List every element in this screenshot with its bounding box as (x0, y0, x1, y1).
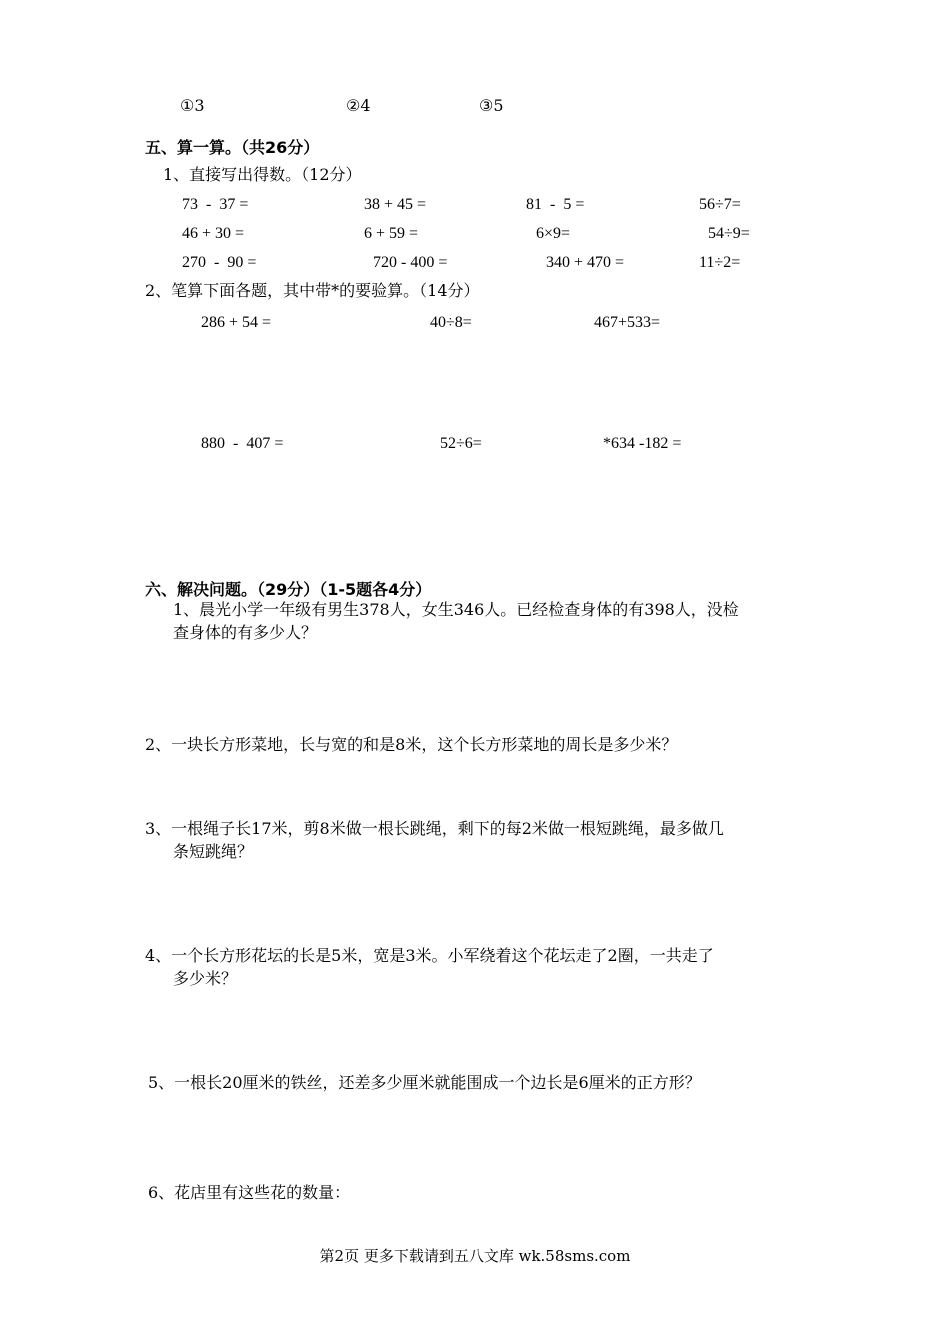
written-item: 40÷8= (430, 314, 472, 331)
oral-item: 11÷2= (699, 254, 741, 271)
question-3-line1: 3、一根绳子长17米，剪8米做一根长跳绳，剩下的每2米做一根短跳绳，最多做几 (145, 819, 724, 838)
question-1-line2: 查身体的有多少人？ (173, 623, 318, 642)
question-1-line1: 1、晨光小学一年级有男生378人，女生346人。已经检查身体的有398人，没检 (173, 600, 739, 619)
oral-item: 270 - 90 = (182, 254, 257, 271)
question-4-line1: 4、一个长方形花坛的长是5米，宽是3米。小军绕着这个花坛走了2圈，一共走了 (145, 946, 714, 965)
oral-item: 54÷9= (708, 225, 750, 242)
oral-item: 38 + 45 = (364, 196, 427, 213)
question-5: 5、一根长20厘米的铁丝，还差多少厘米就能围成一个边长是6厘米的正方形？ (148, 1073, 701, 1092)
section6-title: 六、解决问题。（29分）（1-5题各4分） (145, 580, 432, 599)
oral-item: 6×9= (536, 225, 571, 242)
oral-item: 73 - 37 = (182, 196, 249, 213)
section5-title: 五、算一算。（共26分） (145, 138, 320, 157)
choice-2: ②4 (346, 96, 371, 115)
choice-3: ③5 (479, 96, 504, 115)
written-item: 880 - 407 = (201, 435, 284, 452)
question-4-line2: 多少米？ (173, 969, 238, 988)
oral-item: 6 + 59 = (364, 225, 419, 242)
oral-item: 56÷7= (699, 196, 741, 213)
written-item: *634 -182 = (603, 435, 682, 452)
written-item: 467+533= (594, 314, 661, 331)
choice-1: ①3 (180, 96, 205, 115)
oral-item: 340 + 470 = (546, 254, 625, 271)
question-2: 2、一块长方形菜地，长与宽的和是8米，这个长方形菜地的周长是多少米？ (145, 735, 678, 754)
oral-item: 46 + 30 = (182, 225, 245, 242)
written-item: 52÷6= (440, 435, 482, 452)
page-footer: 第2页 更多下载请到五八文库 wk.58sms.com (319, 1247, 631, 1265)
section5-sub2: 2、笔算下面各题，其中带*的要验算。（14分） (145, 281, 480, 300)
question-6: 6、花店里有这些花的数量： (148, 1183, 351, 1202)
question-3-line2: 条短跳绳？ (173, 842, 254, 861)
section5-sub1: 1、直接写出得数。（12分） (163, 165, 362, 184)
written-item: 286 + 54 = (201, 314, 272, 331)
oral-item: 81 - 5 = (526, 196, 585, 213)
oral-item: 720 - 400 = (373, 254, 448, 271)
